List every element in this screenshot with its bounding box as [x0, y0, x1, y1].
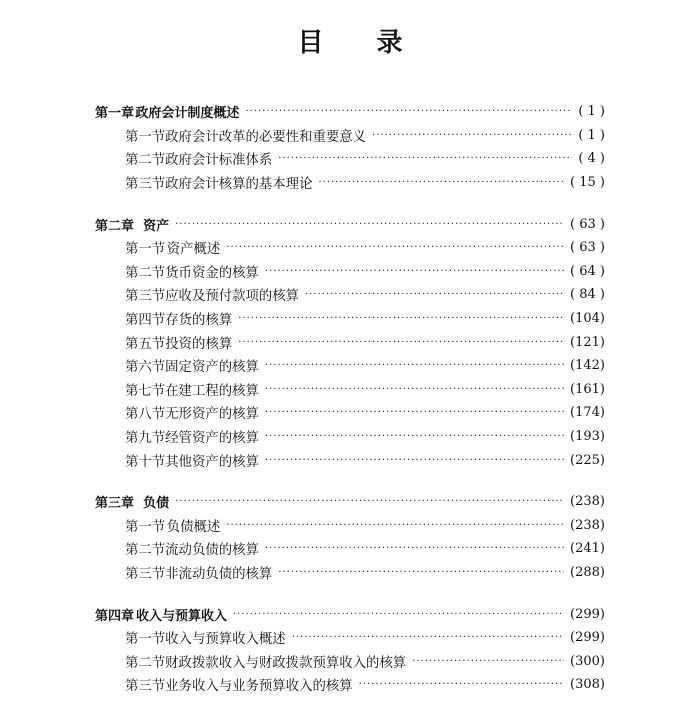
- leader-dots: [359, 679, 564, 690]
- section-page-number: (308): [570, 677, 605, 693]
- leader-dots: [175, 496, 564, 507]
- section-number: 第三节: [125, 679, 166, 695]
- leader-dots: [278, 567, 564, 578]
- page-title: 目 录: [297, 28, 425, 58]
- section-title: 经管资产的核算: [165, 431, 259, 447]
- toc-section-entry[interactable]: [95, 649, 605, 673]
- toc-section-entry[interactable]: [95, 171, 605, 195]
- section-title: 无形资产的核算: [165, 407, 259, 423]
- section-page-number: (161): [570, 381, 605, 397]
- section-number: 第一节: [125, 129, 166, 145]
- section-number: 第二节: [125, 265, 166, 281]
- leader-dots: [318, 177, 564, 188]
- toc-section-entry[interactable]: [95, 448, 605, 472]
- toc-section-entry[interactable]: [95, 514, 605, 538]
- chapter-page-number: (238): [570, 494, 605, 510]
- leader-dots: [305, 289, 564, 300]
- leader-dots: [265, 266, 564, 277]
- chapter-spacer: [95, 584, 605, 602]
- chapter-page-number: (299): [570, 606, 605, 622]
- chapter-page-number: ( 1 ): [578, 104, 605, 120]
- section-title: 应收及预付款项的核算: [165, 289, 300, 305]
- section-number: 第三节: [125, 566, 166, 582]
- toc-section-entry[interactable]: [95, 147, 605, 171]
- chapter-number: 第一章: [95, 106, 135, 122]
- leader-dots: [265, 431, 564, 442]
- chapter-number: 第四章: [95, 608, 135, 624]
- section-page-number: (299): [570, 630, 605, 646]
- leader-dots: [412, 656, 564, 667]
- section-title: 财政拨款收入与财政拨款预算收入的核算: [165, 655, 407, 671]
- section-title: 非流动负债的核算: [165, 566, 273, 582]
- leader-dots: [278, 153, 572, 164]
- section-number: 第一节: [125, 242, 166, 258]
- toc-section-entry[interactable]: [95, 354, 605, 378]
- section-title: 业务收入与业务预算收入的核算: [165, 679, 353, 695]
- leader-dots: [245, 106, 572, 117]
- section-title: 政府会计标准体系: [165, 153, 273, 169]
- section-page-number: (241): [570, 541, 605, 557]
- leader-dots: [226, 520, 564, 531]
- toc-section-entry[interactable]: [95, 236, 605, 260]
- section-title: 收入与预算收入概述: [165, 632, 286, 648]
- section-page-number: (174): [570, 405, 605, 421]
- section-page-number: ( 84 ): [570, 287, 605, 303]
- toc-section-entry[interactable]: [95, 283, 605, 307]
- chapter-title: 收入与预算收入: [135, 608, 227, 624]
- toc-chapter-entry[interactable]: [95, 602, 605, 626]
- section-page-number: ( 15 ): [570, 175, 605, 191]
- section-page-number: ( 1 ): [578, 127, 605, 143]
- toc-section-entry[interactable]: [95, 124, 605, 148]
- section-number: 第五节: [125, 336, 166, 352]
- section-page-number: (225): [570, 452, 605, 468]
- leader-dots: [265, 543, 564, 554]
- section-page-number: (193): [570, 429, 605, 445]
- section-number: 第一节: [125, 519, 166, 535]
- toc-section-entry[interactable]: [95, 378, 605, 402]
- section-title: 资产概述: [166, 242, 221, 258]
- section-title: 货币资金的核算: [165, 265, 259, 281]
- leader-dots: [175, 219, 564, 230]
- chapter-number: 第二章: [95, 218, 135, 234]
- leader-dots: [238, 337, 564, 348]
- section-title: 固定资产的核算: [165, 360, 259, 376]
- toc-chapter-entry[interactable]: [95, 212, 605, 236]
- leader-dots: [265, 384, 564, 395]
- section-number: 第九节: [125, 431, 166, 447]
- section-page-number: ( 64 ): [570, 263, 605, 279]
- chapter-title: 政府会计制度概述: [135, 106, 240, 122]
- section-page-number: ( 63 ): [570, 240, 605, 256]
- chapter-spacer: [95, 472, 605, 490]
- section-page-number: (104): [570, 311, 605, 327]
- leader-dots: [292, 632, 564, 643]
- section-title: 负债概述: [166, 519, 221, 535]
- leader-dots: [226, 242, 564, 253]
- section-number: 第三节: [125, 289, 166, 305]
- section-title: 流动负债的核算: [165, 543, 259, 559]
- section-title: 政府会计改革的必要性和重要意义: [165, 129, 367, 145]
- section-page-number: (300): [570, 653, 605, 669]
- toc-section-entry[interactable]: [95, 307, 605, 331]
- leader-dots: [238, 313, 564, 324]
- leader-dots: [265, 360, 564, 371]
- section-page-number: ( 4 ): [578, 151, 605, 167]
- section-number: 第四节: [125, 313, 166, 329]
- section-number: 第七节: [125, 383, 166, 399]
- section-title: 政府会计核算的基本理论: [165, 177, 313, 193]
- toc-section-entry[interactable]: [95, 401, 605, 425]
- section-page-number: (288): [570, 564, 605, 580]
- section-page-number: (238): [570, 517, 605, 533]
- toc-section-entry[interactable]: [95, 537, 605, 561]
- section-number: 第三节: [125, 177, 166, 193]
- chapter-number: 第三章: [95, 496, 135, 512]
- section-title: 存货的核算: [165, 313, 233, 329]
- section-number: 第二节: [125, 655, 166, 671]
- section-title: 其他资产的核算: [165, 454, 259, 470]
- toc-section-entry[interactable]: [95, 626, 605, 650]
- chapter-title: 资产: [143, 218, 170, 234]
- leader-dots: [372, 130, 572, 141]
- chapter-page-number: ( 63 ): [570, 216, 605, 232]
- section-title: 在建工程的核算: [165, 383, 259, 399]
- section-page-number: (121): [570, 334, 605, 350]
- leader-dots: [265, 407, 564, 418]
- toc-chapter-entry[interactable]: [95, 490, 605, 514]
- section-number: 第二节: [125, 153, 166, 169]
- toc-section-entry[interactable]: [95, 561, 605, 585]
- toc-section-entry[interactable]: [95, 673, 605, 697]
- toc-section-entry[interactable]: [95, 330, 605, 354]
- section-number: 第二节: [125, 543, 166, 559]
- leader-dots: [265, 455, 564, 466]
- leader-dots: [233, 609, 564, 620]
- toc-section-entry[interactable]: [95, 425, 605, 449]
- section-number: 第八节: [125, 407, 166, 423]
- section-number: 第一节: [125, 632, 166, 648]
- section-number: 第十节: [125, 454, 166, 470]
- section-title: 投资的核算: [165, 336, 233, 352]
- toc-section-entry[interactable]: [95, 260, 605, 284]
- toc-chapter-entry[interactable]: [95, 100, 605, 124]
- section-page-number: (142): [570, 358, 605, 374]
- chapter-title: 负债: [143, 496, 170, 512]
- chapter-spacer: [95, 194, 605, 212]
- table-of-contents: [95, 100, 605, 697]
- section-number: 第六节: [125, 360, 166, 376]
